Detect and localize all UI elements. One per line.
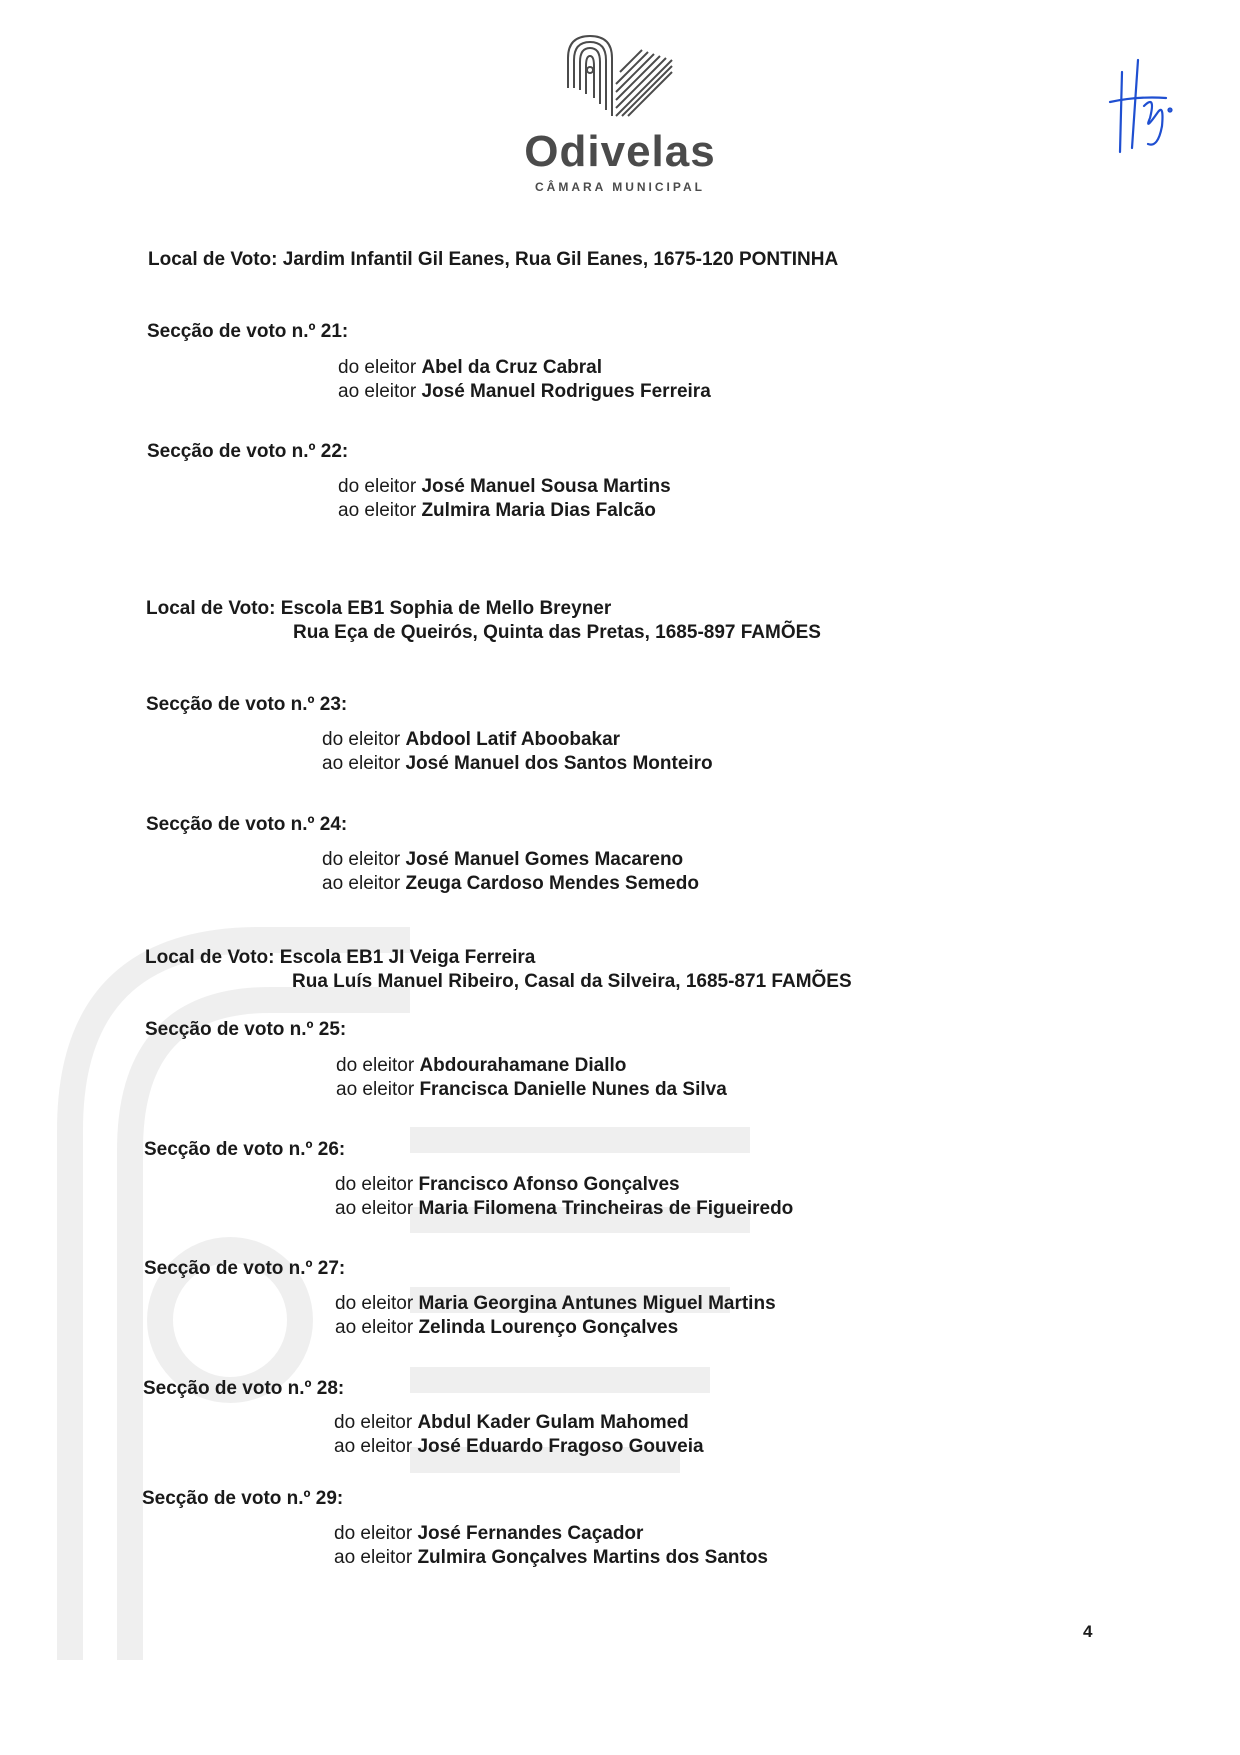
to-voter-name: Maria Filomena Trincheiras de Figueiredo [418, 1198, 794, 1219]
from-voter-name: José Fernandes Caçador [417, 1523, 644, 1544]
from-voter-name: Abdool Latif Aboobakar [405, 729, 621, 750]
location-place: Jardim Infantil Gil Eanes, Rua Gil Eanes, 1675-120 PONTINHA [282, 249, 839, 270]
location-label: Local de Voto: [146, 598, 276, 619]
from-voter-line: do eleitor Abdul Kader Gulam Mahomed [334, 1412, 689, 1433]
section-label: Secção de voto n.º 22: [147, 441, 349, 462]
to-voter-name: Francisca Danielle Nunes da Silva [419, 1079, 727, 1100]
section-label: Secção de voto n.º 27: [144, 1258, 346, 1279]
voting-location-3 [145, 946, 535, 970]
from-voter-line: do eleitor Abdourahamane Diallo [336, 1055, 627, 1076]
odivelas-emblem-icon [560, 30, 680, 122]
header-logo [0, 30, 1240, 194]
to-voter-name: Zelinda Lourenço Gonçalves [418, 1317, 679, 1338]
location-address: Rua Eça de Queirós, Quinta das Pretas, 1685-897 FAMÕES [293, 622, 821, 643]
to-voter-name: Zeuga Cardoso Mendes Semedo [405, 873, 699, 894]
from-voter-line: do eleitor Abdool Latif Aboobakar [322, 729, 621, 750]
section-label: Secção de voto n.º 28: [143, 1378, 345, 1399]
section-label: Secção de voto n.º 29: [142, 1488, 344, 1509]
voting-location-1 [148, 248, 838, 272]
from-voter-name: Francisco Afonso Gonçalves [418, 1174, 680, 1195]
from-voter-line: do eleitor José Manuel Gomes Macareno [322, 849, 684, 870]
to-voter-line: ao eleitor José Manuel dos Santos Monteiro [322, 753, 713, 774]
to-voter-line: ao eleitor Zulmira Maria Dias Falcão [338, 500, 656, 521]
from-voter-line: do eleitor Abel da Cruz Cabral [338, 357, 602, 378]
from-voter-name: Abdourahamane Diallo [419, 1055, 627, 1076]
to-voter-name: Zulmira Maria Dias Falcão [421, 500, 656, 521]
org-subtitle: CÂMARA MUNICIPAL [535, 180, 705, 194]
from-voter-line: do eleitor Francisco Afonso Gonçalves [335, 1174, 680, 1195]
to-voter-line: ao eleitor Zulmira Gonçalves Martins dos Santos [334, 1547, 768, 1568]
section-label: Secção de voto n.º 21: [147, 321, 349, 342]
location-place: Escola EB1 JI Veiga Ferreira [279, 947, 536, 968]
to-voter-line: ao eleitor Francisca Danielle Nunes da Silva [336, 1079, 727, 1100]
from-voter-name: José Manuel Sousa Martins [421, 476, 671, 497]
to-voter-line: ao eleitor José Manuel Rodrigues Ferreira [338, 381, 711, 402]
org-name: Odivelas [524, 127, 716, 176]
from-voter-line: do eleitor Maria Georgina Antunes Miguel Martins [335, 1293, 776, 1314]
section-label: Secção de voto n.º 24: [146, 814, 348, 835]
from-voter-name: José Manuel Gomes Macareno [405, 849, 684, 870]
location-place: Escola EB1 Sophia de Mello Breyner [280, 598, 612, 619]
section-label: Secção de voto n.º 25: [145, 1019, 347, 1040]
to-voter-line: ao eleitor José Eduardo Fragoso Gouveia [334, 1436, 704, 1457]
to-voter-line: ao eleitor Zelinda Lourenço Gonçalves [335, 1317, 679, 1338]
handwritten-signature [1108, 52, 1178, 162]
from-voter-line: do eleitor José Fernandes Caçador [334, 1523, 644, 1544]
to-voter-name: José Eduardo Fragoso Gouveia [417, 1436, 704, 1457]
location-address: Rua Luís Manuel Ribeiro, Casal da Silveira, 1685-871 FAMÕES [292, 971, 852, 992]
location-label: Local de Voto: [148, 249, 278, 270]
from-voter-name: Abel da Cruz Cabral [421, 357, 602, 378]
to-voter-name: José Manuel dos Santos Monteiro [405, 753, 713, 774]
from-voter-name: Maria Georgina Antunes Miguel Martins [418, 1293, 776, 1314]
section-label: Secção de voto n.º 26: [144, 1139, 346, 1160]
location-label: Local de Voto: [145, 947, 275, 968]
voting-location-2 [146, 597, 611, 621]
to-voter-name: Zulmira Gonçalves Martins dos Santos [417, 1547, 768, 1568]
from-voter-line: do eleitor José Manuel Sousa Martins [338, 476, 671, 497]
section-label: Secção de voto n.º 23: [146, 694, 348, 715]
to-voter-name: José Manuel Rodrigues Ferreira [421, 381, 711, 402]
from-voter-name: Abdul Kader Gulam Mahomed [417, 1412, 689, 1433]
page-number: 4 [1083, 1622, 1093, 1641]
to-voter-line: ao eleitor Maria Filomena Trincheiras de Figueiredo [335, 1198, 794, 1219]
to-voter-line: ao eleitor Zeuga Cardoso Mendes Semedo [322, 873, 699, 894]
